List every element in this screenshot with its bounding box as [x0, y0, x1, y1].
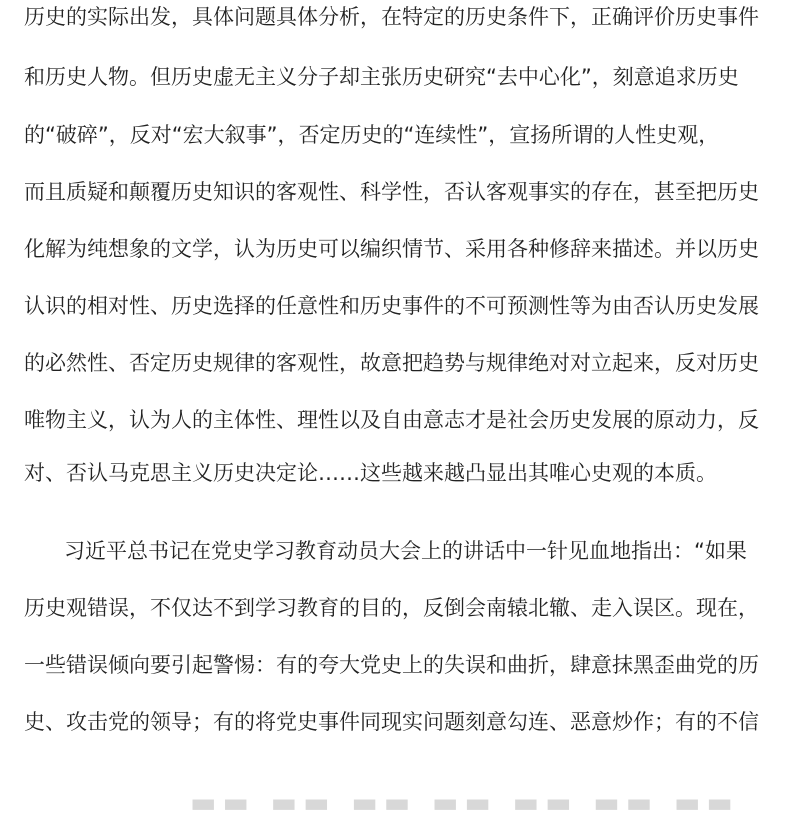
paragraph-line: 认识的相对性、历史选择的任意性和历史事件的不可预测性等为由否认历史发展 [24, 294, 759, 318]
paragraph-line: 史、攻击党的领导；有的将党史事件同现实问题刻意勾连、恶意炒作；有的不信 [24, 710, 759, 734]
cut-off-banner [0, 770, 800, 819]
paragraph-line: 化解为纯想象的文学，认为历史可以编织情节、采用各种修辞来描述。并以历史 [24, 237, 759, 261]
paragraph-line: 的必然性、否定历史规律的客观性，故意把趋势与规律绝对对立起来，反对历史 [24, 351, 759, 375]
paragraph-line: 和历史人物。但历史虚无主义分子却主张历史研究“去中心化”，刻意追求历史 [24, 65, 739, 89]
paragraph-line: 唯物主义，认为人的主体性、理性以及自由意志才是社会历史发展的原动力，反 [24, 408, 759, 432]
paragraph-line: 对、否认马克思主义历史决定论……这些越来越凸显出其唯心史观的本质。 [24, 461, 717, 485]
paragraph-first-line: 习近平总书记在党史学习教育动员大会上的讲话中一针见血地指出：“如果 [64, 539, 747, 563]
paragraph-line: 一些错误倾向要引起警惕：有的夸大党史上的失误和曲折，肆意抹黑歪曲党的历 [24, 653, 759, 677]
banner-text-cut-off: ▬▬ ▬▬ ▬▬ ▬▬ ▬▬ ▬▬ ▬▬ [190, 786, 739, 819]
paragraph-line: 而且质疑和颠覆历史知识的客观性、科学性，否认客观事实的存在，甚至把历史 [24, 180, 759, 204]
paragraph-line: 历史的实际出发，具体问题具体分析，在特定的历史条件下，正确评价历史事件 [24, 5, 759, 29]
paragraph-line: 的“破碎”，反对“宏大叙事”，否定历史的“连续性”，宣扬所谓的人性史观， [24, 123, 720, 147]
paragraph-line: 历史观错误，不仅达不到学习教育的目的，反倒会南辕北辙、走入误区。现在， [24, 596, 759, 620]
